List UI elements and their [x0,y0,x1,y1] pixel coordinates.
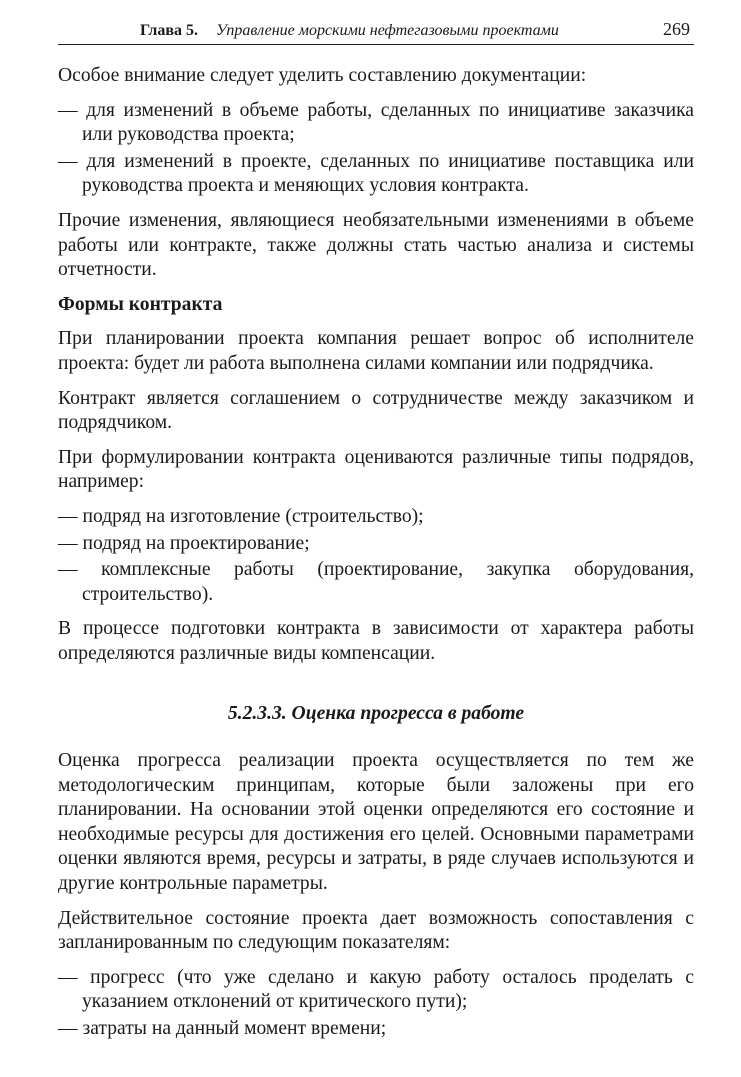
section-heading: 5.2.3.3. Оценка прогресса в работе [227,703,525,725]
list-item: — для изменений в объеме работы, сделанных по инициативе заказчика или руководства проекта; [58,99,694,146]
running-head-title: Управление морскими нефтегазовыми проектами [216,22,559,39]
paragraph-other-changes: Прочие изменения, являющиеся необязательными изменениями в объеме работы или контракте, также должны стать частью анализа и системы отчетности. [58,209,694,281]
paragraph-actual-state: Действительное состояние проекта дает возможность сопоставления с запланированным по следующим показателям: [58,907,694,954]
paragraph-progress-assessment: Оценка прогресса реализации проекта осуществляется по тем же методологическим принципам, которые были заложены при его планировании. На основании этой оценки определяются его состояние и необходимые ресурсы для достижения его целей. Основными параметрами оценки являются время, ресурсы и затраты, в ряде случаев используются и другие контрольные параметры. [58,750,694,895]
paragraph-contract-types: При формулировании контракта оцениваются различные типы подрядов, например: [58,446,694,493]
paragraph-planning: При планировании проекта компания решает вопрос об исполнителе проекта: будет ли работа выполнена силами компании или подрядчика. [58,328,694,374]
paragraph-intro: Особое внимание следует уделить составлению документации: [58,65,587,86]
running-head-chapter: Глава 5. [140,22,198,39]
running-head [58,18,694,45]
paragraph-contract-definition: Контракт является соглашением о сотрудничестве между заказчиком и подрядчиком. [58,387,694,434]
list-item: — подряд на проектирование; [58,532,310,554]
list-item: — прогресс (что уже сделано и какую работу осталось проделать с указанием отклонений от критического пути); [58,966,694,1013]
list-item: — комплексные работы (проектирование, закупка оборудования, строительство). [58,559,694,605]
paragraph-compensation: В процессе подготовки контракта в зависимости от характера работы определяются различные виды компенсации. [58,618,694,664]
list-item: — для изменений в проекте, сделанных по инициативе поставщика или руководства проекта и меняющих условия контракта. [58,150,694,197]
page-number: 269 [663,19,690,39]
list-item: — затраты на данный момент времени; [58,1018,387,1039]
page-body [58,64,694,1042]
list-item: — подряд на изготовление (строительство); [58,505,424,527]
subheading-contract-forms: Формы контракта [58,293,223,315]
